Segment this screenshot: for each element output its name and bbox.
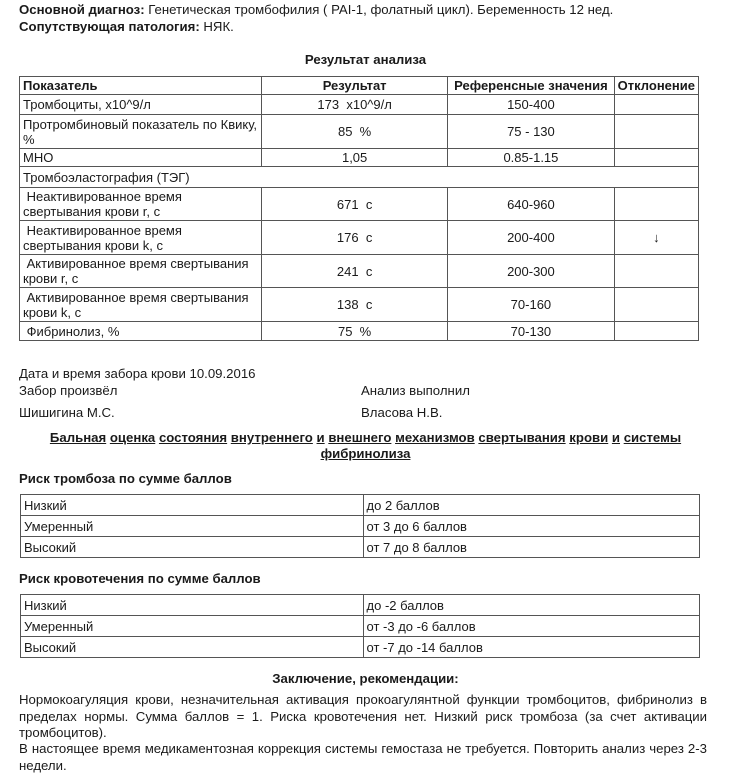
result-cell: 671 с (262, 188, 448, 221)
risk-row (21, 495, 700, 516)
thrombosis-risk-title: Риск тромбоза по сумме баллов (19, 471, 232, 486)
scoring-title-word: состояния (158, 430, 228, 445)
deviation-cell (614, 288, 698, 322)
reference-cell: 0.85-1.15 (448, 149, 614, 167)
diagnosis-value: Генетическая тромбофилия ( PAI-1, фолатный цикл). Беременность 12 нед. (144, 2, 614, 17)
result-cell: 138 с (262, 288, 448, 322)
result-cell: 75 % (262, 322, 448, 341)
scoring-title-word: и (316, 430, 325, 445)
collected-by-label: Забор произвёл (19, 383, 118, 398)
scoring-title-word: системы (623, 430, 682, 445)
table-row (20, 95, 699, 115)
deviation-cell (614, 149, 698, 167)
comorbidity-line (19, 19, 234, 34)
indicator-cell: Тромбоциты, x10^9/л (20, 95, 262, 115)
indicator-cell: Протромбиновый показатель по Квику, % (20, 115, 262, 149)
risk-range-cell: от 7 до 8 баллов (363, 537, 699, 558)
deviation-cell (614, 255, 698, 288)
indicator-cell: Активированное время свертывания крови k, с (20, 288, 262, 322)
risk-row (21, 537, 700, 558)
table-row (20, 322, 699, 341)
scoring-title-word: оценка (109, 430, 156, 445)
table-row (20, 255, 699, 288)
result-cell: 176 с (262, 221, 448, 255)
scoring-title-word: крови (569, 430, 609, 445)
scoring-title-word: и (611, 430, 621, 445)
reference-cell: 70-130 (448, 322, 614, 341)
reference-cell: 640-960 (448, 188, 614, 221)
deviation-cell (614, 188, 698, 221)
result-cell: 85 % (262, 115, 448, 149)
risk-level-cell: Умеренный (21, 616, 364, 637)
section-row (20, 167, 699, 188)
column-header-result: Результат (262, 77, 448, 95)
conclusion-paragraph-1: Нормокоагуляция крови, незначительная активация прокоагулянтной функции тромбоцитов, фибринолиз в пределах нормы. Сумма баллов = 1. Риска кровотечения нет. Низкий риск тромбоза (за счет активации тромбоцитов). (19, 692, 707, 740)
indicator-cell: Фибринолиз, % (20, 322, 262, 341)
risk-range-cell: от -3 до -6 баллов (363, 616, 699, 637)
diagnosis-label: Основной диагноз: (19, 2, 145, 17)
scoring-title-word: Бальная (49, 430, 107, 445)
risk-range-cell: от -7 до -14 баллов (363, 637, 699, 658)
table-row (20, 221, 699, 255)
table-row (20, 115, 699, 149)
reference-cell: 200-300 (448, 255, 614, 288)
table-row (20, 288, 699, 322)
scoring-title-line2: фибринолиза (320, 446, 411, 461)
comorbidity-value: НЯК. (199, 19, 234, 34)
deviation-cell (614, 322, 698, 341)
reference-cell: 70-160 (448, 288, 614, 322)
result-cell: 173 x10^9/л (262, 95, 448, 115)
result-cell: 1,05 (262, 149, 448, 167)
diagnosis-line (19, 2, 613, 17)
thrombosis-risk-table (20, 494, 700, 558)
risk-level-cell: Умеренный (21, 516, 364, 537)
indicator-cell: Активированное время свертывания крови r, с (20, 255, 262, 288)
risk-level-cell: Высокий (21, 637, 364, 658)
risk-level-cell: Высокий (21, 537, 364, 558)
indicator-cell: Неактивированное время свертывания крови r, с (20, 188, 262, 221)
results-title: Результат анализа (304, 52, 427, 67)
deviation-cell (614, 95, 698, 115)
column-header-deviation: Отклонение (614, 77, 698, 95)
column-header-indicator: Показатель (20, 77, 262, 95)
results-table (19, 76, 699, 341)
result-cell: 241 с (262, 255, 448, 288)
scoring-title-word: механизмов (395, 430, 475, 445)
risk-row (21, 595, 700, 616)
risk-range-cell: до 2 баллов (363, 495, 699, 516)
performed-by-label: Анализ выполнил (361, 383, 470, 398)
scoring-title-line1 (0, 430, 731, 445)
conclusion-paragraph-2: В настоящее время медикаментозная коррекция системы гемостаза не требуется. Повторить анализ через 2-3 недели. (19, 741, 707, 773)
table-row (20, 149, 699, 167)
results-header-row (20, 77, 699, 95)
risk-row (21, 637, 700, 658)
risk-level-cell: Низкий (21, 495, 364, 516)
performed-by-name: Власова Н.В. (361, 405, 443, 420)
risk-range-cell: от 3 до 6 баллов (363, 516, 699, 537)
reference-cell: 150-400 (448, 95, 614, 115)
reference-cell: 200-400 (448, 221, 614, 255)
indicator-cell: Неактивированное время свертывания крови k, с (20, 221, 262, 255)
scoring-title-word: внутреннего (230, 430, 313, 445)
table-row (20, 188, 699, 221)
risk-level-cell: Низкий (21, 595, 364, 616)
deviation-down-arrow-icon: ↓ (614, 221, 698, 255)
section-label: Тромбоэластография (ТЭГ) (20, 167, 699, 188)
reference-cell: 75 - 130 (448, 115, 614, 149)
bleeding-risk-table (20, 594, 700, 658)
column-header-reference: Референсные значения (448, 77, 614, 95)
collection-datetime: Дата и время забора крови 10.09.2016 (19, 366, 256, 381)
scoring-title-word: свертывания (478, 430, 566, 445)
indicator-cell: МНО (20, 149, 262, 167)
risk-range-cell: до -2 баллов (363, 595, 699, 616)
collected-by-name: Шишигина М.С. (19, 405, 115, 420)
scoring-title-word: внешнего (328, 430, 392, 445)
risk-row (21, 616, 700, 637)
comorbidity-label: Сопутствующая патология: (19, 19, 200, 34)
deviation-cell (614, 115, 698, 149)
risk-row (21, 516, 700, 537)
conclusion-title: Заключение, рекомендации: (272, 671, 459, 686)
bleeding-risk-title: Риск кровотечения по сумме баллов (19, 571, 261, 586)
